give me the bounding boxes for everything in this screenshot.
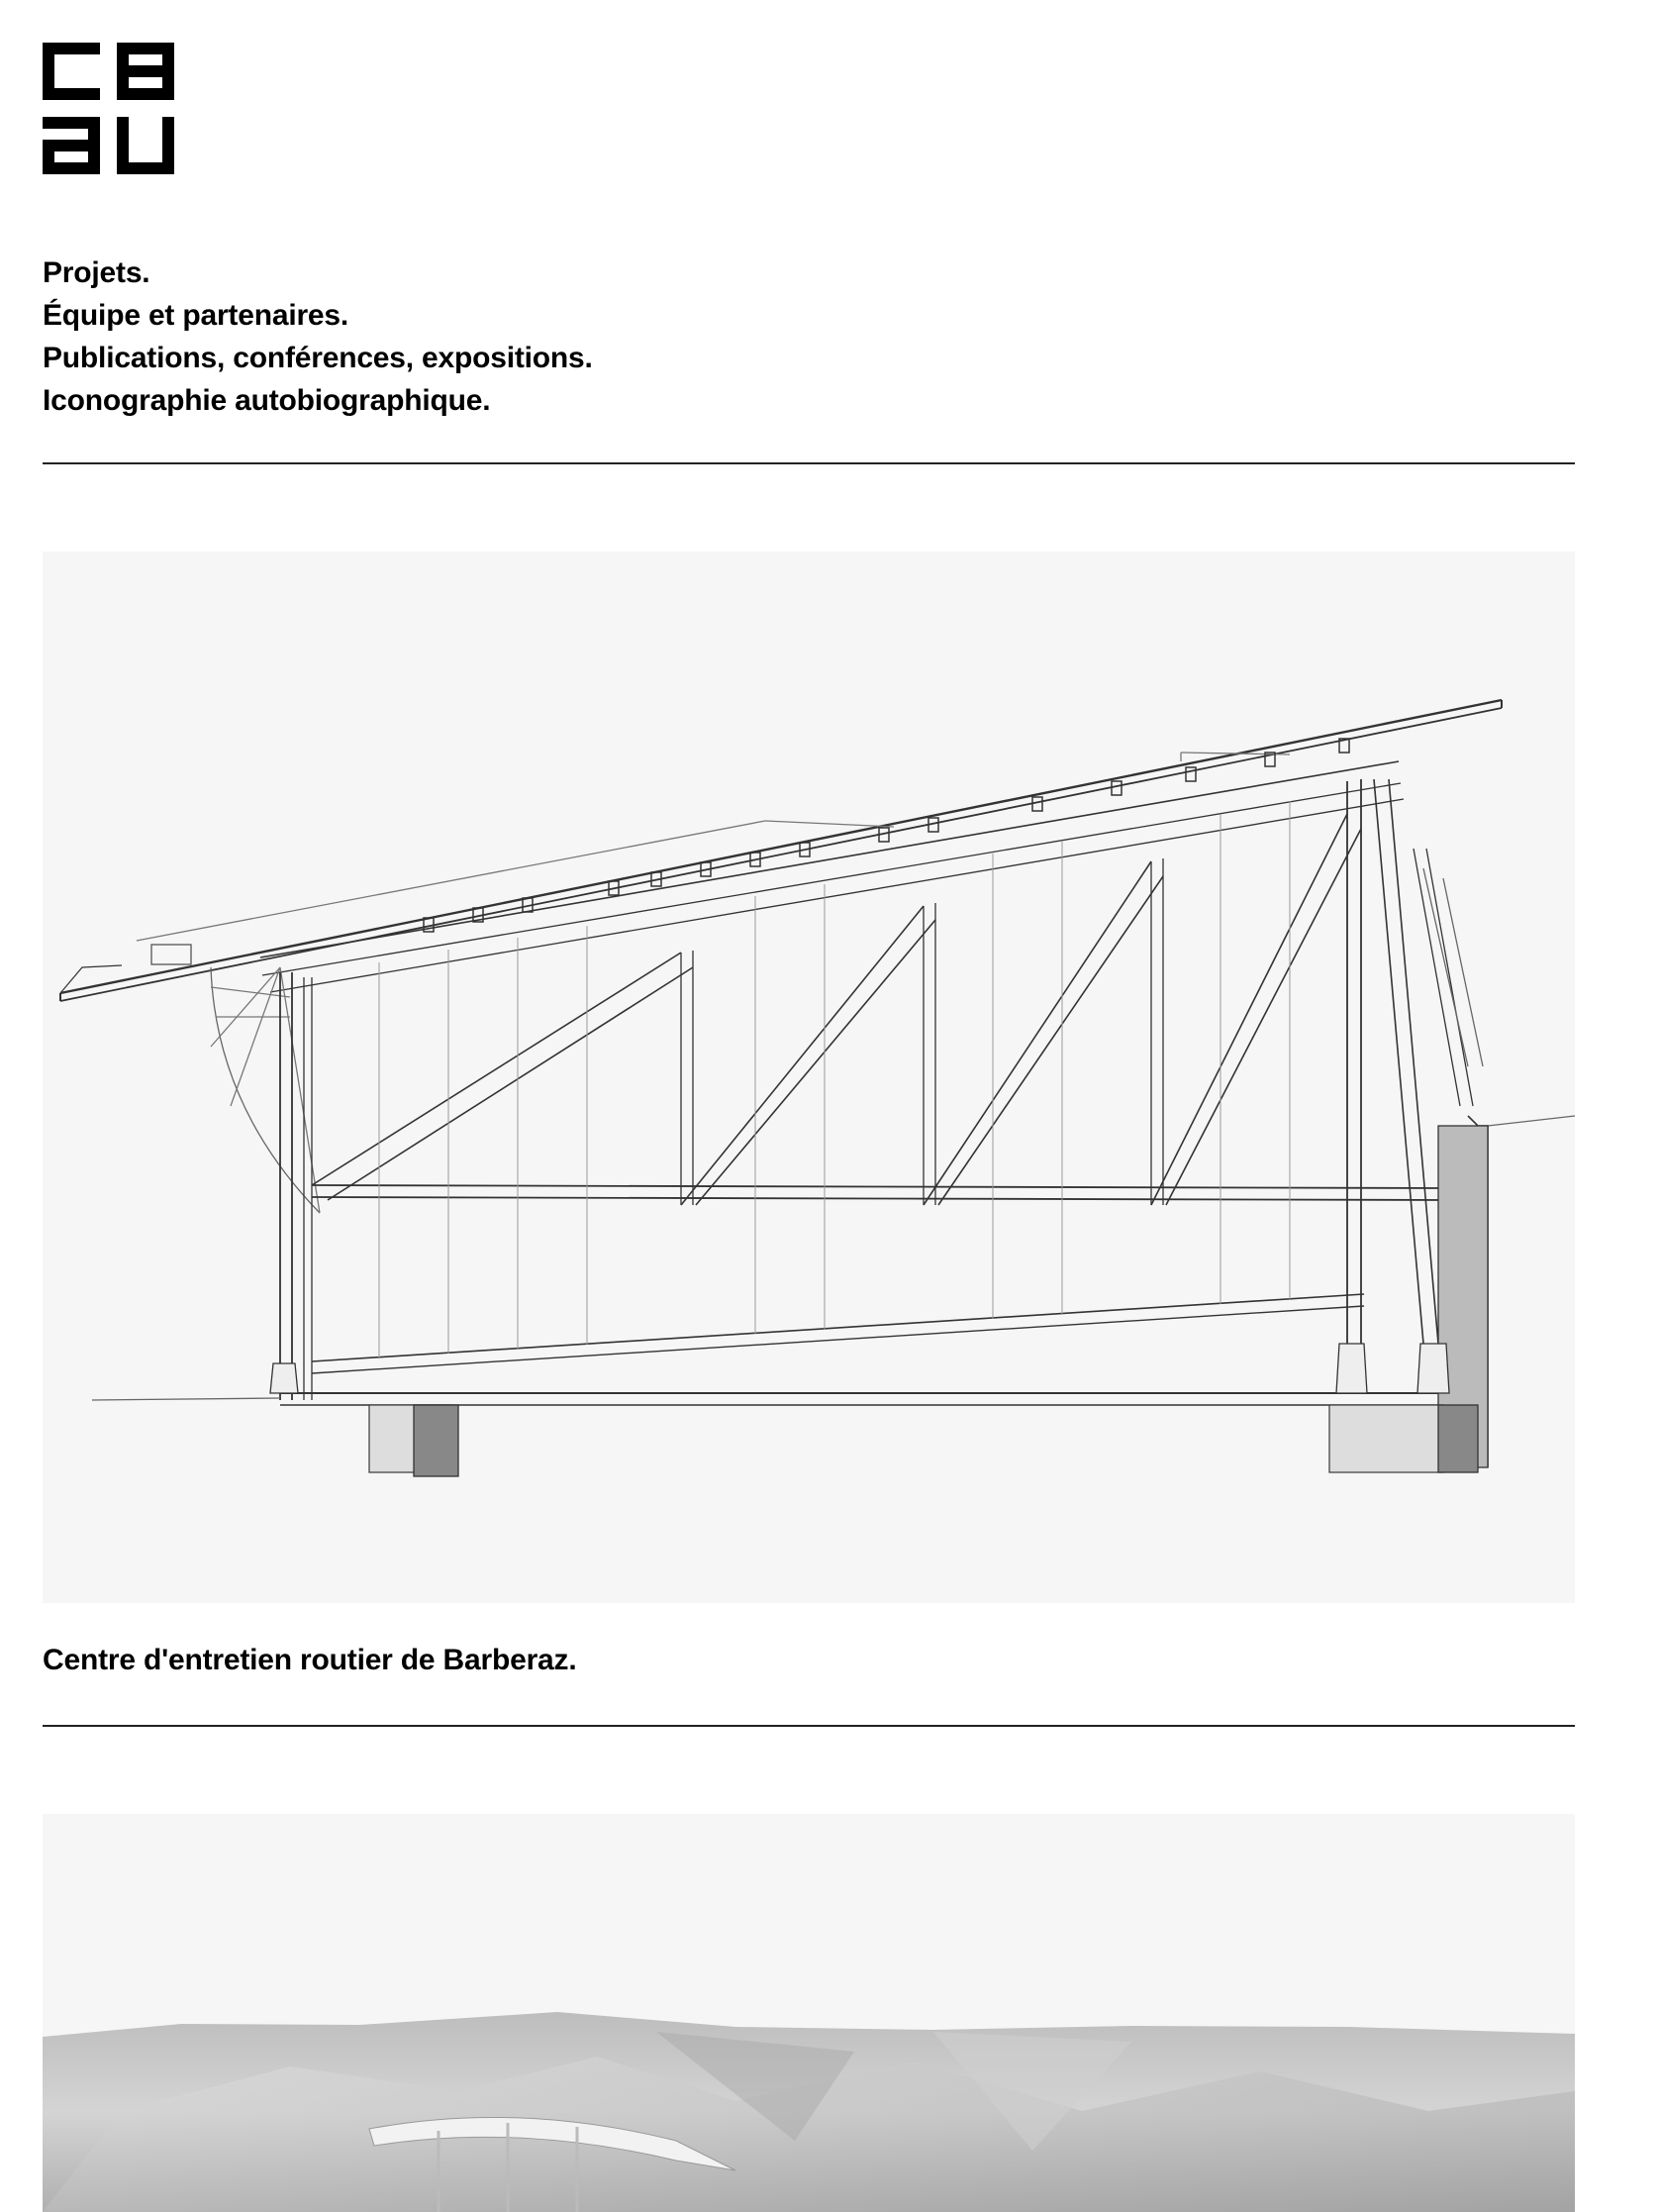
terrain-render bbox=[43, 1814, 1575, 2212]
gbau-logo[interactable] bbox=[43, 43, 174, 174]
section-drawing bbox=[43, 552, 1575, 1603]
project-image-barberaz[interactable] bbox=[43, 552, 1575, 1603]
nav-item-publications[interactable]: Publications, conférences, expositions. bbox=[43, 342, 593, 374]
nav-item-projets[interactable]: Projets. bbox=[43, 256, 150, 289]
nav-item-iconographie[interactable]: Iconographie autobiographique. bbox=[43, 384, 491, 417]
project-caption[interactable]: Centre d'entretien routier de Barberaz. bbox=[43, 1644, 577, 1676]
project-image-render[interactable] bbox=[43, 1814, 1575, 2212]
divider bbox=[43, 462, 1575, 464]
nav-item-equipe[interactable]: Équipe et partenaires. bbox=[43, 299, 349, 332]
divider bbox=[43, 1725, 1575, 1727]
main-nav bbox=[43, 251, 593, 422]
